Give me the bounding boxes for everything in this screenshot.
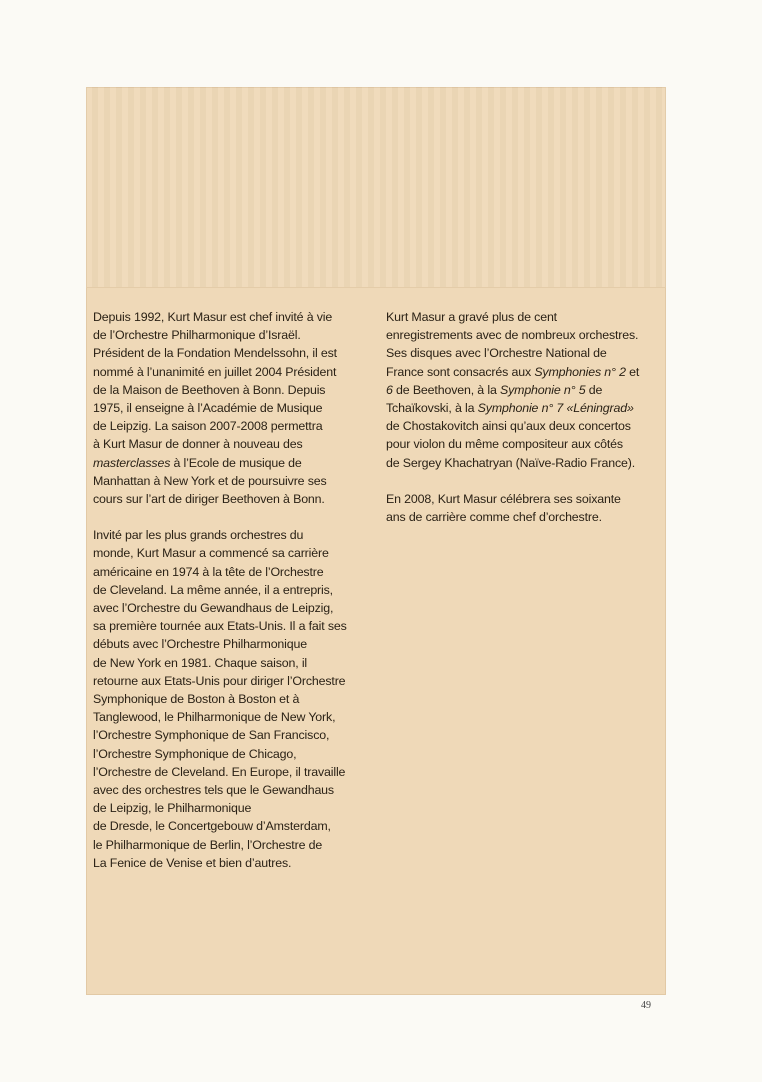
text-line: l’Orchestre Symphonique de Chicago, [93,746,297,761]
text-line: retourne aux Etats-Unis pour diriger l’Orchestre [93,673,346,688]
text-line: l’Orchestre de Cleveland. En Europe, il travaille [93,764,346,779]
text-line: Depuis 1992, Kurt Masur est chef invité à vie [93,310,333,324]
text-line: de Chostakovitch ainsi qu’aux deux concertos [386,419,631,434]
text-line: nommé à l’unanimité en juillet 2004 Président [93,364,337,379]
text-line: Tanglewood, le Philharmonique de New York, [93,710,336,725]
text-line: de Cleveland. La même année, il a entrepris, [93,582,333,597]
text-line: cours sur l’art de diriger Beethoven à Bonn. [93,492,325,507]
text-panel [86,87,666,995]
text-line: France sont consacrés aux Symphonies n° 2 et [386,364,640,379]
left-column [93,308,379,890]
text-line: pour violon du même compositeur aux côtés [386,437,623,452]
text-line: 1975, il enseigne à l’Académie de Musique [93,401,323,416]
text-line: 6 de Beethoven, à la Symphonie n° 5 de [386,382,603,397]
text-line: à Kurt Masur de donner à nouveau des [93,437,303,452]
text-line: sa première tournée aux Etats-Unis. Il a fait ses [93,619,347,634]
text-line: le Philharmonique de Berlin, l’Orchestre de [93,837,323,852]
text-line: masterclasses à l’Ecole de musique de [93,455,302,470]
text-line: La Fenice de Venise et bien d’autres. [93,855,292,870]
text-line: de Dresde, le Concertgebouw d’Amsterdam, [93,819,331,834]
text-line: l’Orchestre Symphonique de San Francisco, [93,728,330,743]
text-line: Président de la Fondation Mendelssohn, il est [93,346,337,361]
text-line: américaine en 1974 à la tête de l’Orchestre [93,564,324,579]
panel-header-band [86,87,666,288]
text-line: de Leipzig, le Philharmonique [93,801,252,816]
text-line: Symphonique de Boston à Boston et à [93,692,300,707]
text-line: de la Maison de Beethoven à Bonn. Depuis [93,382,326,397]
text-line: Kurt Masur a gravé plus de cent [386,310,557,324]
text-line: de Sergey Khachatryan (Naïve-Radio France). [386,455,636,470]
text-line: monde, Kurt Masur a commencé sa carrière [93,546,329,561]
text-line: ans de carrière comme chef d’orchestre. [386,510,602,525]
text-line: de New York en 1981. Chaque saison, il [93,655,308,670]
text-line: Manhattan à New York et de poursuivre ses [93,473,327,488]
text-line: avec des orchestres tels que le Gewandhaus [93,783,334,798]
left-paragraph-2 [93,526,379,872]
right-column [386,308,664,544]
text-line: Tchaïkovski, à la Symphonie n° 7 «Léningrad» [386,401,634,416]
right-paragraph-1 [386,308,664,472]
left-paragraph-1 [93,308,379,508]
text-line: de Leipzig. La saison 2007-2008 permettra [93,419,323,434]
text-line: Ses disques avec l’Orchestre National de [386,346,607,361]
text-line: avec l’Orchestre du Gewandhaus de Leipzig, [93,601,334,616]
right-paragraph-2 [386,490,664,526]
text-line: de l’Orchestre Philharmonique d’Israël. [93,328,301,343]
text-line: En 2008, Kurt Masur célébrera ses soixante [386,491,621,506]
page-number: 49 [641,1000,651,1011]
text-line: enregistrements avec de nombreux orchestres. [386,328,639,343]
text-line: débuts avec l’Orchestre Philharmonique [93,637,308,652]
text-line: Invité par les plus grands orchestres du [93,528,304,543]
